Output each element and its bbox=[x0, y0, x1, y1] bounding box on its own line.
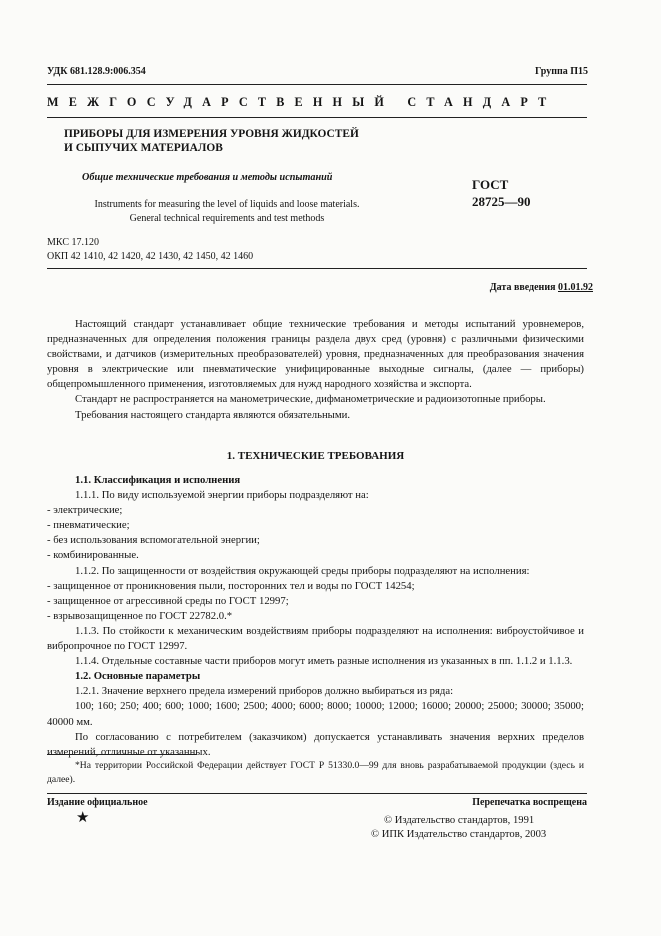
gost-word: ГОСТ bbox=[472, 177, 509, 192]
footnote bbox=[47, 759, 584, 787]
interstate-rule bbox=[47, 117, 587, 118]
header-rule bbox=[47, 84, 587, 85]
title-en bbox=[72, 198, 382, 226]
codes-rule bbox=[47, 268, 587, 269]
title-ru bbox=[64, 127, 404, 155]
reprint-prohibited-label: Перепечатка воспрещена bbox=[472, 797, 587, 808]
intro-section bbox=[47, 317, 584, 423]
section-1-heading: 1. ТЕХНИЧЕСКИЕ ТРЕБОВАНИЯ bbox=[226, 450, 405, 462]
title-ru-line1: ПРИБОРЫ ДЛЯ ИЗМЕРЕНИЯ УРОВНЯ ЖИДКОСТЕЙ bbox=[64, 128, 359, 140]
introduction-date-value: 01.01.92 bbox=[558, 282, 593, 293]
intro-paragraph-1: Настоящий стандарт устанавливает общие технические требования и методы испытаний уровнемеров, предназначенных для определения положения границы раздела двух сред (уровня) с различными физическими свойствами, и датчиков (измерительных преобразователей) уровня, предназначенных для преобразования значения уровня в электрические или пневматические унифицированные выходные сигналы, (далее — приборы) общепромышленного применения, изготовляемых для нужд народного хозяйства и экспорта. bbox=[47, 318, 584, 391]
official-edition-label: Издание официальное bbox=[47, 797, 148, 808]
title-ru-line2: И СЫПУЧИХ МАТЕРИАЛОВ bbox=[64, 142, 223, 154]
clause-1-2-1: 1.2.1. Значение верхнего предела измерений приборов должно выбираться из ряда: bbox=[75, 685, 454, 698]
title-en-line1: Instruments for measuring the level of liquids and loose materials. bbox=[94, 199, 360, 210]
interstate-standard-label: МЕЖГОСУДАРСТВЕННЫЙ СТАНДАРТ bbox=[47, 95, 557, 109]
clause-1-2-1-note: По согласованию с потребителем (заказчиком) допускается устанавливать значения верхних пределов измерений, отличные от указанных. bbox=[47, 730, 584, 758]
subsection-1-1-heading: 1.1. Классификация и исполнения bbox=[75, 474, 241, 486]
footer-rule bbox=[47, 793, 587, 794]
intro-paragraph-3: Требования настоящего стандарта являются обязательными. bbox=[75, 408, 351, 421]
footnote-text: *На территории Российской Федерации действует ГОСТ Р 51330.0—99 для вновь разрабатываемой продукции (здесь и далее). bbox=[47, 760, 584, 785]
clause-1-1-4: 1.1.4. Отдельные составные части приборов могут иметь разные исполнения из указанных в пп. 1.1.2 и 1.1.3. bbox=[75, 655, 573, 668]
gost-number: 28725—90 bbox=[472, 194, 531, 209]
classification-codes bbox=[47, 236, 253, 264]
clause-1-1-1: 1.1.1. По виду используемой энергии приборы подразделяют на: bbox=[75, 489, 369, 502]
copyright-2003: © ИПК Издательство стандартов, 2003 bbox=[371, 829, 547, 840]
intro-paragraph-2: Стандарт не распространяется на манометрические, дифманометрические и радиоизотопные приборы. bbox=[75, 393, 546, 406]
group-code: Группа П15 bbox=[535, 66, 588, 77]
list-item: - электрические; bbox=[47, 504, 123, 517]
copyright-1991: © Издательство стандартов, 1991 bbox=[384, 815, 535, 826]
introduction-date-label: Дата введения bbox=[489, 282, 556, 293]
title-en-line2: General technical requirements and test methods bbox=[129, 213, 325, 224]
list-item: - защищенное от проникновения пыли, посторонних тел и воды по ГОСТ 14254; bbox=[47, 579, 415, 592]
list-item: - комбинированные. bbox=[47, 549, 139, 562]
list-item: - без использования вспомогательной энергии; bbox=[47, 534, 260, 547]
introduction-date bbox=[490, 282, 593, 293]
footnote-rule bbox=[47, 754, 197, 755]
okp-code: ОКП 42 1410, 42 1420, 42 1430, 42 1450, 42 1460 bbox=[47, 251, 254, 262]
subtitle-ru: Общие технические требования и методы испытаний bbox=[82, 172, 333, 183]
section-1-body bbox=[47, 473, 584, 760]
star-icon: ★ bbox=[76, 810, 90, 826]
mks-code: МКС 17.120 bbox=[47, 237, 99, 248]
subsection-1-2-heading: 1.2. Основные параметры bbox=[75, 670, 201, 683]
udc-code: УДК 681.128.9:006.354 bbox=[47, 66, 146, 77]
clause-1-1-2: 1.1.2. По защищенности от воздействия окружающей среды приборы подразделяют на исполнения: bbox=[75, 564, 530, 577]
list-item: - пневматические; bbox=[47, 519, 130, 532]
list-item: - защищенное от агрессивной среды по ГОСТ 12997; bbox=[47, 594, 289, 607]
clause-1-1-3: 1.1.3. По стойкости к механическим воздействиям приборы подразделяют на исполнения: виброустойчивое и вибропрочное по ГОСТ 12997. bbox=[47, 624, 584, 653]
gost-designation bbox=[472, 176, 531, 210]
clause-1-2-1-values: 100; 160; 250; 400; 600; 1000; 1600; 2500; 4000; 6000; 8000; 10000; 12000; 16000; 20000; 25000; 30000; 35000; 40000 мм. bbox=[47, 700, 584, 728]
list-item: - взрывозащищенное по ГОСТ 22782.0.* bbox=[47, 609, 233, 622]
